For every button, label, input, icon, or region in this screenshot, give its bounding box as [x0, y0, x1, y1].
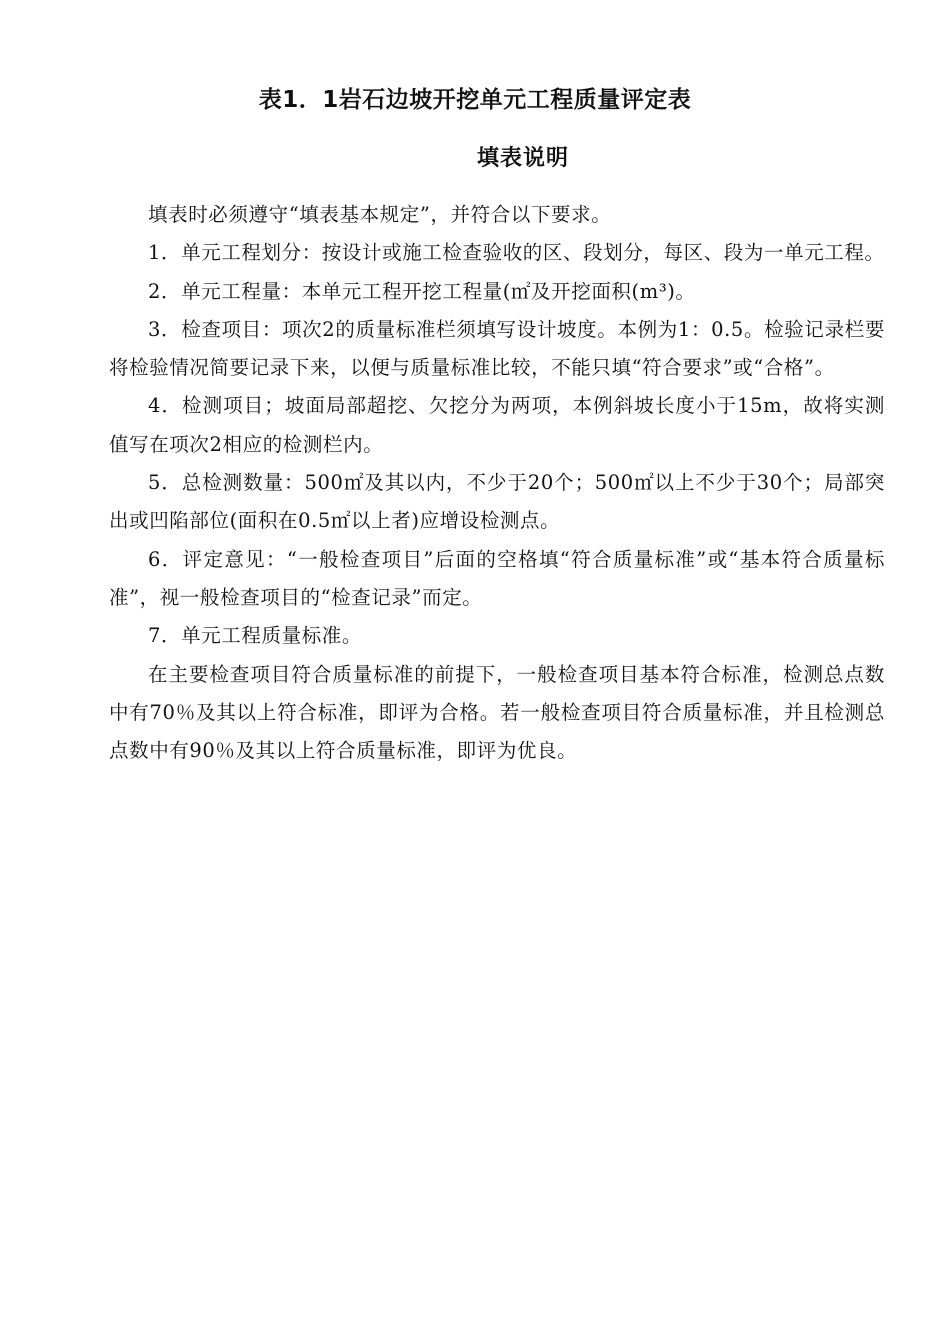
paragraph-item-6: 6．评定意见：“一般检查项目”后面的空格填“符合质量标准”或“基本符合质量标准”，视一般检查项目的“检查记录”而定。 — [109, 547, 885, 609]
paragraph-item-7: 7．单元工程质量标准。 — [148, 624, 363, 648]
paragraph-item-4: 4．检测项目；坡面局部超挖、欠挖分为两项，本例斜坡长度小于15m，故将实测值写在项次2相应的检测栏内。 — [109, 394, 885, 456]
document-subtitle: 填表说明 — [476, 146, 569, 171]
document-title: 表1．1岩石边坡开挖单元工程质量评定表 — [258, 87, 692, 113]
paragraph-quality-standard: 在主要检查项目符合质量标准的前提下，一般检查项目基本符合标准，检测总点数中有70％及其以上符合标准，即评为合格。若一般检查项目符合质量标准，并且检测总点数中有90％及其以上符合质量标准，即评为优良。 — [109, 662, 885, 763]
paragraph-item-2: 2．单元工程量：本单元工程开挖工程量(㎡及开挖面积(m³)。 — [148, 279, 696, 303]
paragraph-intro: 填表时必须遵守“填表基本规定”，并符合以下要求。 — [148, 203, 612, 226]
paragraph-item-1: 1．单元工程划分：按设计或施工检查验收的区、段划分，每区、段为一单元工程。 — [148, 241, 885, 265]
instructions-body — [109, 196, 885, 770]
paragraph-item-5: 5．总检测数量：500㎡及其以内，不少于20个；500㎡以上不少于30个；局部突出或凹陷部位(面积在0.5㎡以上者)应增设检测点。 — [109, 471, 885, 533]
paragraph-item-3: 3．检查项目：项次2的质量标准栏须填写设计坡度。本例为1：0.5。检验记录栏要将检验情况简要记录下来，以便与质量标准比较，不能只填“符合要求”或“合格”。 — [109, 317, 885, 380]
